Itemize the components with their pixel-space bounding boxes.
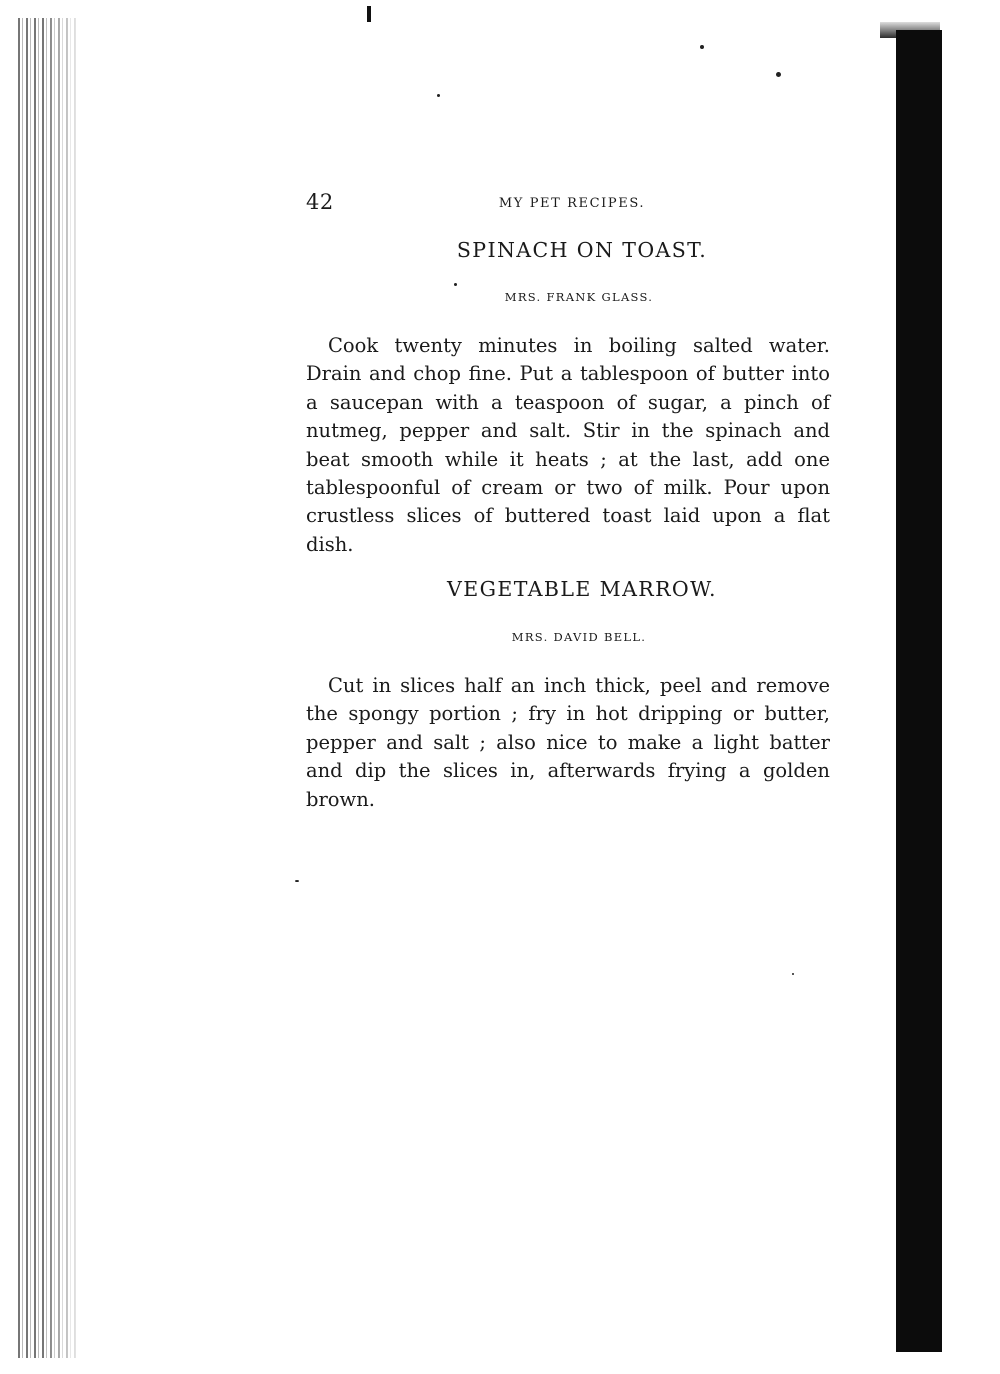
scan-speck (437, 94, 440, 97)
left-binding-fade (44, 18, 78, 1358)
scan-speck (454, 283, 457, 286)
recipe-author-spinach-on-toast: MRS. FRANK GLASS. (504, 290, 654, 304)
running-head (306, 190, 830, 220)
scan-speck (776, 72, 781, 77)
page-number: 42 (306, 190, 334, 214)
recipe-title-vegetable-marrow: VEGETABLE MARROW. (447, 577, 717, 601)
recipe-title-spinach-on-toast: SPINACH ON TOAST. (456, 238, 708, 262)
running-title: MY PET RECIPES. (498, 196, 646, 211)
scan-mark (367, 6, 371, 22)
recipe-body-spinach-on-toast: Cook twenty minutes in boiling salted water. Drain and chop fine. Put a tablespoon of butter into a saucepan with a teaspoon of sugar, a pinch of nutmeg, pepper and salt. Stir in the spinach and beat smooth while it heats ; at the last, add one tablespoonful of cream or two of milk. Pour upon crustless slices of buttered toast laid upon a flat dish. (306, 334, 830, 556)
recipe-author-vegetable-marrow: MRS. DAVID BELL. (511, 630, 647, 644)
scan-speck (295, 880, 299, 882)
recipe-body-vegetable-marrow: Cut in slices half an inch thick, peel and remove the spongy portion ; fry in hot dripping or butter, pepper and salt ; also nice to make a light batter and dip the slices in, afterwards frying a golden brown. (306, 674, 830, 811)
scan-speck (792, 973, 794, 975)
scan-speck (700, 45, 704, 49)
right-page-edge (896, 30, 942, 1352)
